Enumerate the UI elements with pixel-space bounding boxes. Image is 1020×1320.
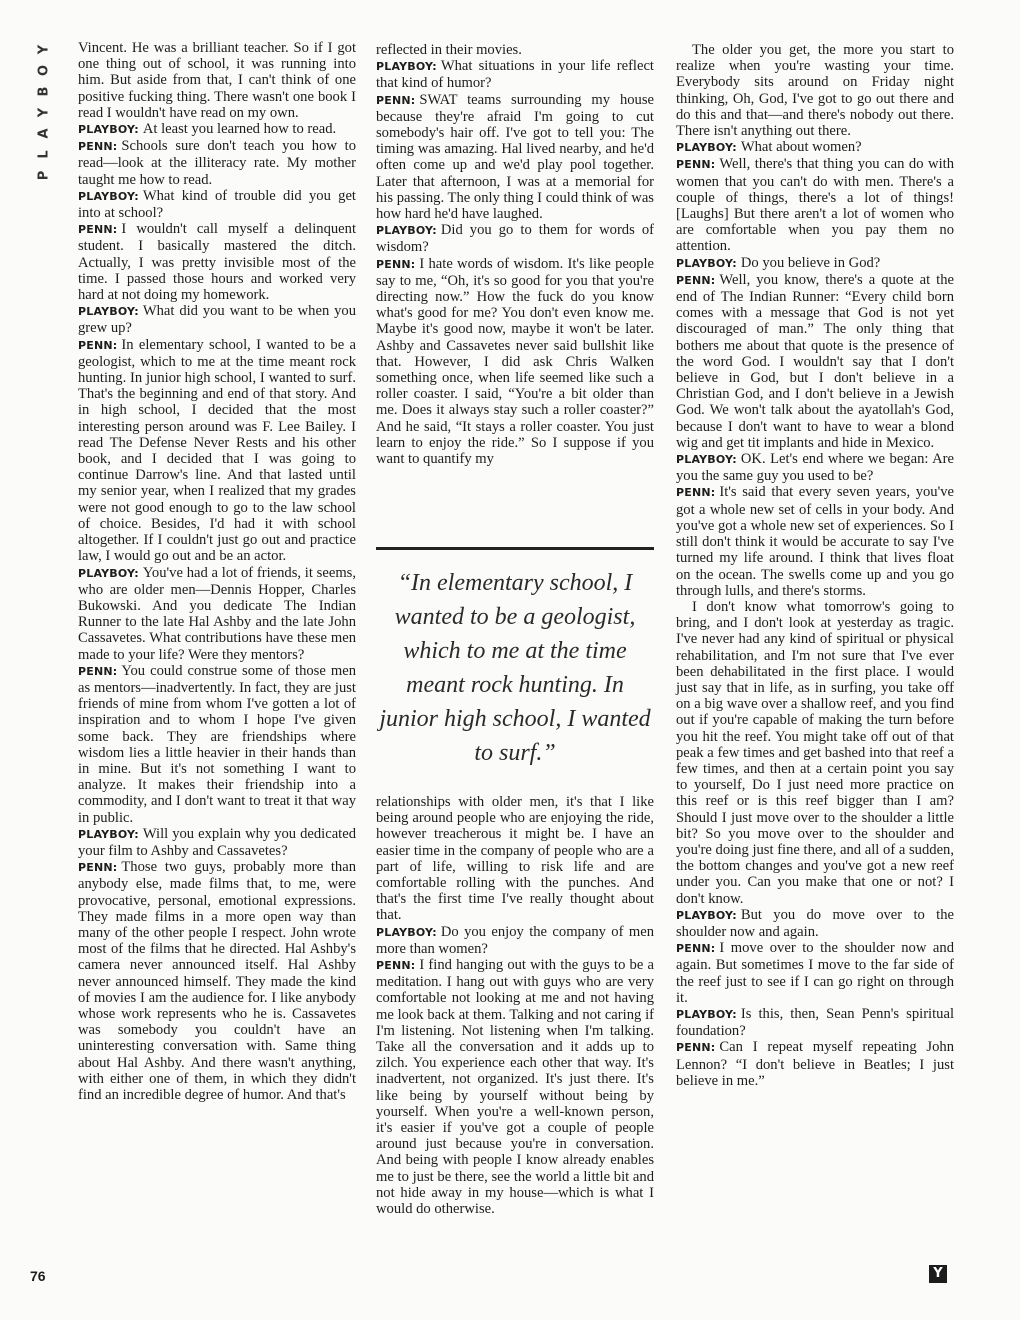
speaker-penn: PENN:: [78, 223, 118, 237]
speaker-playboy: PLAYBOY:: [676, 141, 737, 155]
interview-paragraph: [676, 139, 954, 156]
interview-paragraph: [78, 826, 356, 859]
article-column-2-top: [376, 42, 654, 467]
speaker-penn: PENN:: [78, 140, 118, 154]
paragraph-text: But you do move over to the shoulder now and again.: [676, 906, 954, 940]
speaker-playboy: PLAYBOY:: [78, 123, 139, 137]
interview-paragraph: [376, 794, 654, 924]
paragraph-text: SWAT teams surrounding my house because they're afraid I'm going to cut somebody's hair off. I've got to tell you: The timing was amazing. Hal lived nearby, and he'd often come up and we'd play pool together. Later that afternoon, I was at a memorial for his passing. The only thing I could think of was how hard he'd have laughed.: [376, 91, 654, 223]
page-number: 76: [30, 1268, 46, 1284]
interview-paragraph: [676, 1039, 954, 1089]
masthead-letter: Y: [36, 44, 52, 55]
paragraph-text: Do you believe in God?: [740, 254, 881, 271]
interview-paragraph: [676, 907, 954, 940]
paragraph-text: reflected in their movies.: [376, 42, 522, 58]
speaker-playboy: PLAYBOY:: [676, 908, 737, 922]
speaker-penn: PENN:: [676, 942, 716, 956]
speaker-penn: PENN:: [676, 273, 716, 287]
interview-paragraph: [78, 337, 356, 565]
speaker-penn: PENN:: [78, 861, 118, 875]
paragraph-text: Vincent. He was a brilliant teacher. So if I got one thing out of school, it was running into him. But aside from that, I can't think of one positive fucking thing. There wasn't one book I read I wouldn't have read on my own.: [78, 40, 356, 121]
paragraph-text: I wouldn't call myself a delinquent student. I basically mastered the ditch. Actually, I was pretty invisible most of the time. I passed those hours and worked very hard at not doing my homework.: [78, 221, 356, 304]
paragraph-text: In elementary school, I wanted to be a geologist, which to me at the time meant rock hunting. In junior high school, I wanted to surf. That's the beginning and end of that story. And in high school, I decided that the most interesting person around was F. Lee Bailey. I read The Defense Never Rests and his other book, and I decided that I was going to continue Darrow's line. And that lasted until my senior year, when I realized that my grades were not good enough to go to the law school of choice. Besides, I'd had it with school altogether. If I couldn't just go out and practice law, I would go out and be an actor.: [78, 336, 356, 565]
paragraph-text: relationships with older men, it's that I like being around people who are enjoying the ride, however treacherous it might be. I have an easier time in the company of people who are a part of life, willing to risk life and are comfortable rolling with the punches. And that's the first time I've really thought about that.: [376, 794, 654, 924]
paragraph-text: I hate words of wisdom. It's like people say to me, “Oh, it's so good for you that you're directing now.” How the fuck do you know what's good for me? You don't even know me. Maybe it's good now, maybe it won't be later. Ashby and Cassavetes never said bullshit like that. However, I did ask Chris Walken something once, when life seemed like such a roller coaster. I said, “You're a bit older than me. Does it always stay such a roller coaster?” And he said, “It stays a roller coaster. You just learn to enjoy the ride.” So I suppose if you want to quantify my: [376, 255, 654, 468]
interview-paragraph: [676, 484, 954, 598]
interview-paragraph: [376, 58, 654, 91]
paragraph-text: At least you learned how to read.: [142, 121, 337, 138]
playboy-vertical-masthead: [28, 42, 60, 192]
speaker-playboy: PLAYBOY:: [676, 453, 737, 467]
speaker-penn: PENN:: [376, 959, 416, 973]
interview-paragraph: [676, 451, 954, 484]
interview-paragraph: [78, 188, 356, 221]
interview-paragraph: [376, 256, 654, 468]
masthead-letter: A: [36, 128, 52, 139]
pull-quote: [376, 547, 654, 779]
speaker-penn: PENN:: [676, 1041, 716, 1055]
interview-paragraph: [676, 255, 954, 272]
speaker-playboy: PLAYBOY:: [78, 827, 139, 841]
interview-paragraph: [376, 92, 654, 223]
paragraph-text: Well, there's that thing you can do with women that you can't do with men. There's a couple of things, there's a lot of things! [Laughs] But there aren't a lot of women who are comfortable when you pay them no attention.: [676, 156, 954, 255]
masthead-letter: B: [36, 86, 52, 97]
interview-paragraph: [78, 221, 356, 303]
paragraph-text: What kind of trouble did you get into at school?: [78, 187, 356, 222]
speaker-playboy: PLAYBOY:: [676, 256, 737, 270]
paragraph-text: Those two guys, probably more than anybody else, made films that, to me, were provocative, personal, emotional expressions. They made films in a more open way than many of the other people I respect. John wrote most of the films that he directed. Hal Ashby's camera never announced itself. Hal Ashby never announced himself. They made the kind of movies I am the audience for. I like anybody whose work represents who he is. Cassavetes was somebody you couldn't have an uninteresting conversation with. Same thing about Hal Ashby. And there wasn't anything, with either one of them, in which they didn't find an incredible degree of humor. And that's: [78, 859, 356, 1103]
speaker-playboy: PLAYBOY:: [376, 925, 437, 939]
paragraph-text: What did you want to be when you grew up?: [78, 303, 356, 337]
interview-paragraph: [78, 859, 356, 1103]
interview-paragraph: [676, 1006, 954, 1039]
speaker-penn: PENN:: [376, 257, 416, 271]
paragraph-text: Will you explain why you dedicated your film to Ashby and Cassavetes?: [78, 825, 356, 859]
paragraph-text: Schools sure don't teach you how to read—look at the illiteracy rate. My mother taught me how to read.: [78, 138, 356, 188]
interview-paragraph: [376, 42, 654, 58]
interview-paragraph: [78, 565, 356, 663]
paragraph-text: It's said that every seven years, you've got a whole new set of cells in your body. And you've got a whole new set of experiences. So I still don't think it would be accurate to say I've turned my life around. I think that lives float on the ocean. The swells come up and you go through lulls, and there's storms.: [676, 484, 954, 599]
article-column-2-bottom: [376, 794, 654, 1217]
masthead-letter: P: [36, 170, 52, 181]
masthead-letter: Y: [36, 107, 52, 118]
interview-paragraph: [676, 272, 954, 451]
speaker-playboy: PLAYBOY:: [78, 189, 139, 203]
pull-quote-text: “In elementary school, I wanted to be a geologist, which to me at the time meant rock hunting. In junior high school, I wanted to surf.”: [379, 570, 651, 766]
paragraph-text: What about women?: [740, 139, 862, 156]
paragraph-text: I move over to the shoulder now and again. But sometimes I move to the far side of the reef just to see if I can go right on through it.: [676, 940, 954, 1006]
paragraph-text: You've had a lot of friends, it seems, who are older men—Dennis Hopper, Charles Bukowski. And you dedicate The Indian Runner to the late Hal Ashby and the late John Cassavetes. What contributions have these men made to your life? Were they mentors?: [78, 564, 356, 663]
speaker-playboy: PLAYBOY:: [676, 1007, 737, 1021]
paragraph-text: The older you get, the more you start to realize when you're wasting your time. Everybody sits around on Friday night thinking, Oh, God, I've got to go out there and do this and that—and there's nobody out there. There isn't anything out there.: [676, 42, 954, 140]
interview-paragraph: [78, 121, 356, 138]
paragraph-text: Well, you know, there's a quote at the end of The Indian Runner: “Every child born comes with a message that God is not yet discouraged of man.” The only thing that bothers me about that quote is the presence of the word God. I wouldn't say that I don't believe in God, but I don't believe in a Christian God, and I don't believe in a Jewish God. We won't talk about the ayatollah's God, because I don't want to have to wear a blond wig and get tit implants and hide in Mexico.: [676, 271, 954, 451]
masthead-letter: L: [36, 150, 52, 159]
interview-paragraph: [676, 42, 954, 139]
interview-paragraph: [376, 222, 654, 255]
paragraph-text: Did you go to them for words of wisdom?: [376, 222, 654, 256]
article-column-1: [78, 40, 356, 1103]
speaker-playboy: PLAYBOY:: [78, 566, 139, 580]
interview-paragraph: [376, 957, 654, 1217]
paragraph-text: OK. Let's end where we began: Are you the same guy you used to be?: [676, 451, 954, 485]
interview-paragraph: [676, 156, 954, 254]
speaker-playboy: PLAYBOY:: [376, 224, 437, 238]
bunny-end-mark-icon: Y: [929, 1265, 947, 1283]
interview-paragraph: [78, 138, 356, 188]
paragraph-text: Can I repeat myself repeating John Lennon? “I don't believe in Beatles; I just believe in me.”: [676, 1039, 954, 1089]
article-column-3: [676, 42, 954, 1089]
speaker-playboy: PLAYBOY:: [376, 60, 437, 74]
speaker-penn: PENN:: [376, 93, 416, 107]
paragraph-text: Do you enjoy the company of men more than women?: [376, 923, 654, 957]
interview-paragraph: [78, 40, 356, 121]
speaker-penn: PENN:: [78, 664, 118, 678]
speaker-penn: PENN:: [676, 158, 716, 172]
masthead-letter: O: [36, 64, 52, 77]
speaker-penn: PENN:: [676, 486, 716, 500]
interview-paragraph: [676, 940, 954, 1006]
interview-paragraph: [78, 663, 356, 826]
paragraph-text: What situations in your life reflect that kind of humor?: [376, 58, 654, 92]
paragraph-text: I don't know what tomorrow's going to bring, and I don't look at yesterday as tragic. I've never had any kind of spiritual or physical rehabilitation, and I'm not sure that I've ever been dehabilitated in the first place. I would just say that in life, as in surfing, you take off on a big wave over a shallow reef, and you find out if you're capable of making the turn before you hit the reef. You might take off out of that peak a few times and get bashed into that reef a few times, and then at a certain point you say to yourself, Do I just need more practice on this reef or is this reef bigger than I am? Should I just move over to the shoulder a little bit? So you move over to the shoulder and you're doing just fine there, and all of a sudden, the bottom changes and you've got a new reef under you. Can you make that one or not? I don't know.: [676, 598, 954, 907]
speaker-penn: PENN:: [78, 338, 118, 352]
interview-paragraph: [376, 924, 654, 957]
paragraph-text: You could construe some of those men as mentors—inadvertently. In fact, they are just friends of mine from whom I've gotten a lot of inspiration and to whom I hope I've given some back. They are friendships where wisdom lies a little heavier in their hands than in mine. But it's not something I want to analyze. It makes their friendship into a commodity, and I don't want to treat it that way in public.: [78, 662, 356, 826]
interview-paragraph: [78, 303, 356, 336]
paragraph-text: I find hanging out with the guys to be a meditation. I hang out with guys who are very comfortable not looking at me and not having me look back at them. Talking and not caring if I'm listening. Not listening when I'm talking. Take all the conversation and it adds up to zilch. You experience each other that way. It's inadvertent, not organized. It's just there. It's like being by yourself without being by yourself. When you're a well-known person, it's easier if you've got a couple of people around just because you're in conversation. And being with people I know already enables me to just be there, see the world a little bit and not hide away in my house—which is what I would do otherwise.: [376, 957, 654, 1218]
paragraph-text: Is this, then, Sean Penn's spiritual foundation?: [676, 1005, 954, 1040]
interview-paragraph: [676, 599, 954, 907]
speaker-playboy: PLAYBOY:: [78, 305, 139, 319]
